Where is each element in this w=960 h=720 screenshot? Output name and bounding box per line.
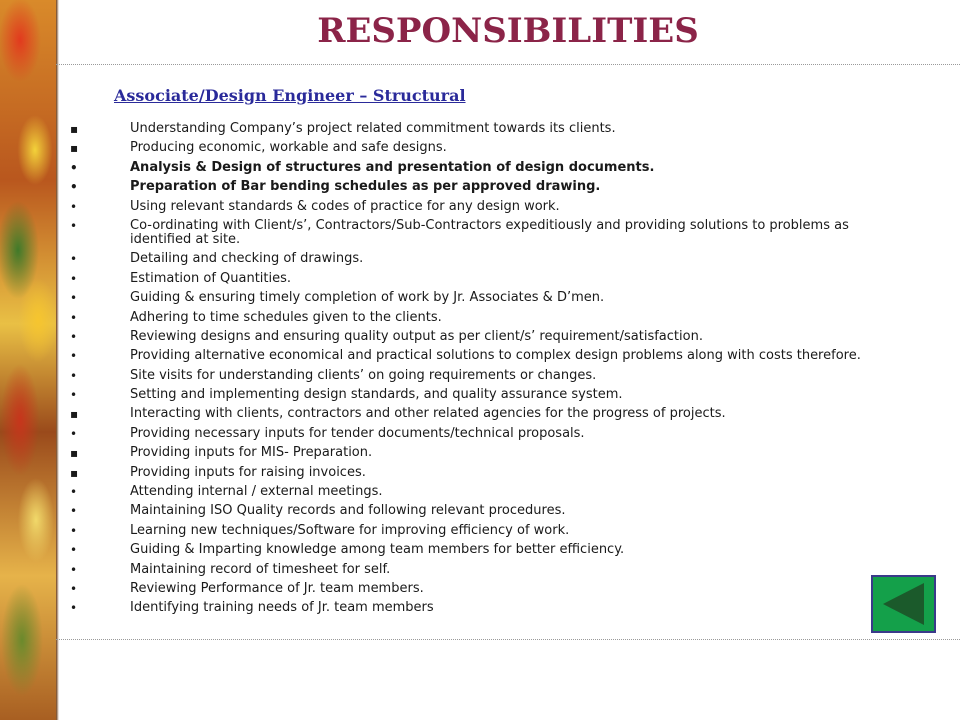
bullet-icon: •: [70, 252, 78, 267]
list-item: [64, 122, 894, 136]
list-item: [64, 369, 894, 383]
bullet-icon: •: [70, 199, 78, 214]
bullet-icon: •: [70, 562, 78, 577]
previous-slide-button[interactable]: [871, 575, 936, 633]
list-item: [64, 219, 894, 247]
bullet-icon: •: [70, 543, 78, 558]
list-item: [64, 427, 894, 441]
bullet-icon: •: [70, 601, 78, 616]
bullet-icon: •: [70, 180, 78, 195]
responsibility-list: [64, 122, 894, 621]
section-subtitle: Associate/Design Engineer – Structural: [114, 86, 466, 105]
bullet-icon: ▪: [70, 407, 79, 422]
bullet-icon: •: [70, 426, 78, 441]
list-item-text: Estimation of Quantities.: [130, 270, 292, 286]
list-item: [64, 141, 894, 155]
bullet-icon: ▪: [70, 122, 79, 136]
bullet-icon: •: [70, 329, 78, 344]
list-item: [64, 524, 894, 538]
list-item-text: Attending internal / external meetings.: [130, 484, 383, 500]
bullet-icon: •: [70, 368, 78, 383]
list-item: [64, 563, 894, 577]
side-art-edge: [56, 0, 59, 720]
list-item-text: Providing inputs for MIS- Preparation.: [130, 445, 373, 461]
list-item-text: Interacting with clients, contractors and other related agencies for the progress of projects.: [130, 406, 726, 422]
list-item-text: Using relevant standards & codes of practice for any design work.: [130, 198, 560, 214]
bullet-icon: •: [70, 218, 78, 233]
list-item-text: Identifying training needs of Jr. team members: [130, 600, 434, 616]
list-item: [64, 291, 894, 305]
list-item: [64, 161, 894, 175]
bullet-icon: •: [70, 291, 78, 306]
list-item: [64, 311, 894, 325]
list-item-text: Detailing and checking of drawings.: [130, 251, 364, 267]
list-item-text: Site visits for understanding clients’ on going requirements or changes.: [130, 367, 597, 383]
list-item: [64, 180, 894, 194]
list-item-text: Co-ordinating with Client/s’, Contractors/Sub-Contractors expeditiously and providing solutions to problems as identified at site.: [130, 217, 849, 247]
bullet-icon: •: [70, 485, 78, 500]
list-item: [64, 504, 894, 518]
list-item: [64, 200, 894, 214]
list-item-text: Producing economic, workable and safe designs.: [130, 140, 447, 156]
bottom-divider: [56, 639, 960, 640]
list-item-text: Adhering to time schedules given to the clients.: [130, 309, 442, 325]
list-item: [64, 252, 894, 266]
list-item-text: Analysis & Design of structures and presentation of design documents.: [130, 159, 655, 175]
list-item-text: Setting and implementing design standards, and quality assurance system.: [130, 387, 623, 403]
list-item: [64, 407, 894, 421]
bullet-icon: ▪: [70, 141, 79, 156]
list-item: [64, 446, 894, 460]
bullet-icon: •: [70, 504, 78, 519]
list-item-text: Maintaining record of timesheet for self.: [130, 561, 391, 577]
list-item-text: Guiding & ensuring timely completion of work by Jr. Associates & D’men.: [130, 290, 605, 306]
list-item-text: Guiding & Imparting knowledge among team members for better efficiency.: [130, 542, 625, 558]
list-item: [64, 330, 894, 344]
bullet-icon: •: [70, 388, 78, 403]
bullet-icon: ▪: [70, 465, 79, 480]
bullet-icon: •: [70, 349, 78, 364]
list-item-text: Learning new techniques/Software for improving efficiency of work.: [130, 522, 570, 538]
decorative-side-art: [0, 0, 56, 720]
bullet-icon: •: [70, 310, 78, 325]
list-item: [64, 388, 894, 402]
list-item: [64, 466, 894, 480]
bullet-icon: •: [70, 271, 78, 286]
list-item: [64, 543, 894, 557]
list-item-text: Providing necessary inputs for tender documents/technical proposals.: [130, 425, 585, 441]
list-item-text: Providing alternative economical and practical solutions to complex design problems along with costs therefore.: [130, 348, 861, 364]
bullet-icon: ▪: [70, 446, 79, 461]
bullet-icon: •: [70, 523, 78, 538]
bullet-icon: •: [70, 160, 78, 175]
top-divider: [56, 64, 960, 65]
list-item-text: Understanding Company’s project related commitment towards its clients.: [130, 121, 616, 136]
list-item-text: Providing inputs for raising invoices.: [130, 464, 366, 480]
list-item-text: Preparation of Bar bending schedules as per approved drawing.: [130, 179, 601, 195]
list-item: [64, 601, 894, 615]
list-item: [64, 582, 894, 596]
list-item-text: Maintaining ISO Quality records and following relevant procedures.: [130, 503, 566, 519]
list-item: [64, 485, 894, 499]
triangle-left-icon: [873, 577, 934, 631]
list-item-text: Reviewing designs and ensuring quality output as per client/s’ requirement/satisfaction.: [130, 328, 703, 344]
list-item: [64, 272, 894, 286]
list-item-text: Reviewing Performance of Jr. team members.: [130, 580, 424, 596]
page-title: RESPONSIBILITIES: [317, 11, 699, 51]
bullet-icon: •: [70, 581, 78, 596]
list-item: [64, 349, 894, 363]
